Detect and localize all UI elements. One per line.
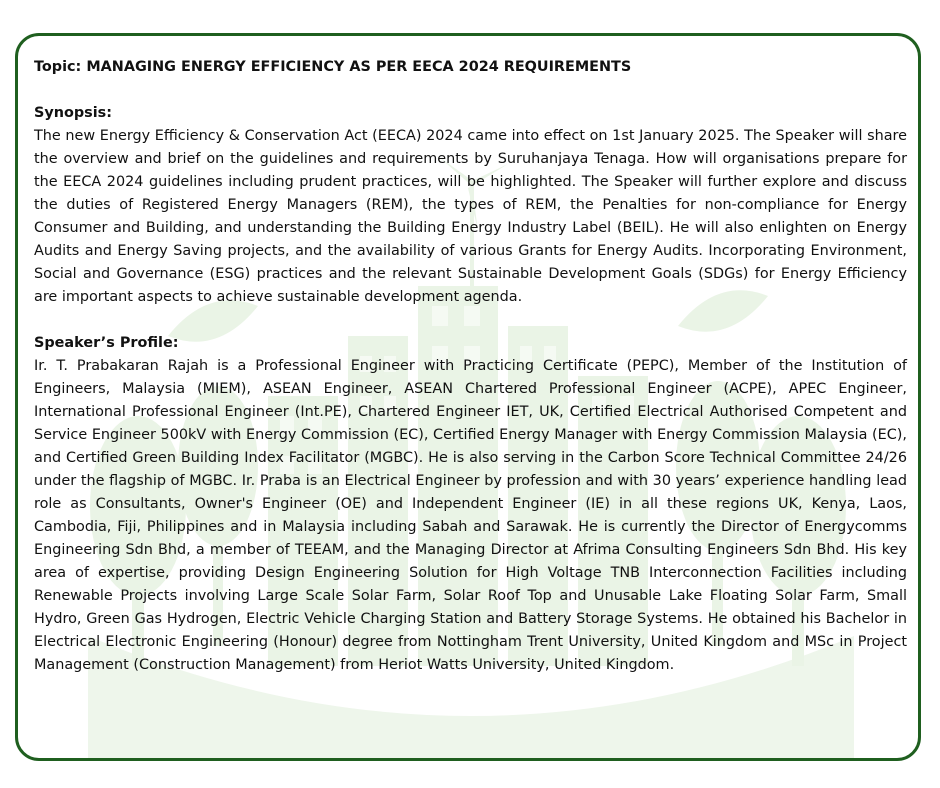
- synopsis-text: The new Energy Efficiency & Conservation Act (EECA) 2024 came into effect on 1st January 2025. The Speaker will share the overview and brief on the guidelines and requirements by Suruhanjaya Tenaga. How will organisations prepare for the EECA 2024 guidelines including prudent practices, will be highlighted. The Speaker will further explore and discuss the duties of Registered Energy Managers (REM), the types of REM, the Penalties for non-compliance for Energy Consumer and Building, and understanding the Building Energy Industry Label (BEIL). He will also enlighten on Energy Audits and Energy Saving projects, and the availability of various Grants for Energy Audits. Incorporating Environment, Social and Governance (ESG) practices and the relevant Sustainable Development Goals (SDGs) for Energy Efficiency are important aspects to achieve sustainable development agenda.: [34, 128, 907, 305]
- speaker-profile-text: Ir. T. Prabakaran Rajah is a Professional Engineer with Practicing Certificate (PEPC), Member of the Institution of Engineers, Malaysia (MIEM), ASEAN Engineer, ASEAN Chartered Professional Engineer (ACPE), APEC Engineer, International Professional Engineer (Int.PE), Chartered Engineer IET, UK, Certified Electrical Authorised Competent and Service Engineer 500kV with Energy Commission (EC), Certified Energy Manager with Energy Commission Malaysia (EC), and Certified Green Building Index Facilitator (MGBC). He is also serving in the Carbon Score Technical Committee 24/26 under the flagship of MGBC. Ir. Praba is an Electrical Engineer by profession and with 30 years’ experience handling lead role as Consultants, Owner's Engineer (OE) and Independent Engineer (IE) in all these regions UK, Kenya, Laos, Cambodia, Fiji, Philippines and in Malaysia including Sabah and Sarawak. He is currently the Director of Energycomms Engineering Sdn Bhd, a member of TEEAM, and the Managing Director at Afrima Consulting Engineers Sdn Bhd. His key area of expertise, providing Design Engineering Solution for High Voltage TNB Interconnection Facilities including Renewable Projects involving Large Scale Solar Farm, Solar Roof Top and Unusable Lake Floating Solar Farm, Small Hydro, Green Gas Hydrogen, Electric Vehicle Charging Station and Battery Storage Systems. He obtained his Bachelor in Electrical Electronic Engineering (Honour) degree from Nottingham Trent University, United Kingdom and MSc in Project Management (Construction Management) from Heriot Watts University, United Kingdom.: [34, 358, 907, 673]
- document-content: [34, 56, 907, 677]
- synopsis-heading: Synopsis:: [34, 105, 112, 121]
- speaker-profile-heading: Speaker’s Profile:: [34, 335, 179, 351]
- content-card: [15, 33, 921, 761]
- topic-title: Topic: MANAGING ENERGY EFFICIENCY AS PER EECA 2024 REQUIREMENTS: [34, 59, 632, 75]
